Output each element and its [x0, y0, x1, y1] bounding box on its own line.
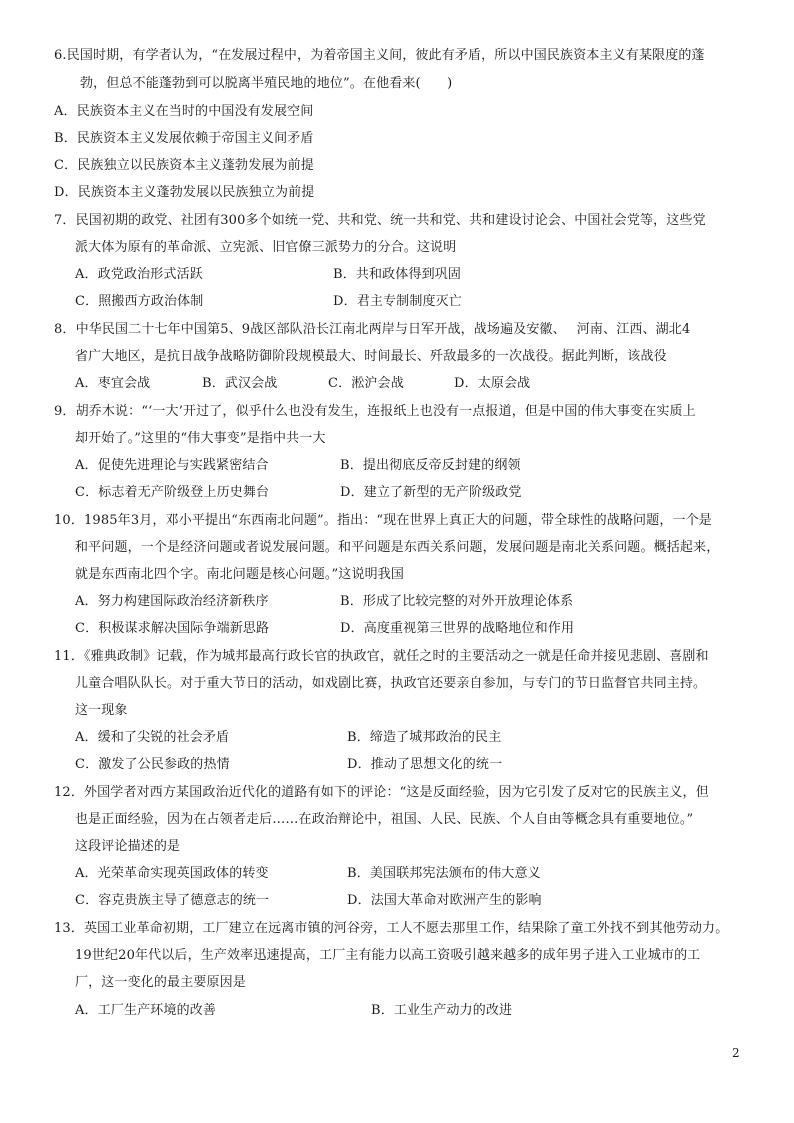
- question-10-option-c: C．积极谋求解决国际争端新思路: [75, 621, 270, 636]
- question-11-text-line-2: 儿童合唱队队长。对于重大节日的活动，如戏剧比赛，执政官还要亲自参加，与专门的节日监督官共同主持。: [75, 676, 707, 691]
- question-12-option-d: D．法国大革命对欧洲产生的影响: [347, 893, 542, 908]
- question-9-option-d: D．建立了新型的无产阶级政党: [340, 485, 522, 500]
- question-13-text-line-3: 厂，这一变化的最主要原因是: [75, 975, 246, 990]
- question-8-option-b: B．武汉会战: [202, 376, 278, 391]
- question-12-option-b: B．美国联邦宪法颁布的伟大意义: [347, 866, 541, 881]
- question-12-option-a: A．光荣革命实现英国政体的转变: [75, 866, 269, 881]
- question-7-option-c: C．照搬西方政治体制: [75, 294, 204, 309]
- question-7-option-b: B．共和政体得到巩固: [333, 267, 462, 282]
- question-10-text-line-1: 10．1985年3月，邓小平提出“东西南北问题”。指出：“现在世界上真正大的问题，带全球性的战略问题，一个是: [54, 513, 712, 528]
- question-9-text-line-2: 却开始了。”这里的“伟大事变”是指中共一大: [75, 431, 326, 446]
- question-6-option-b: B．民族资本主义发展依赖于帝国主义间矛盾: [54, 131, 314, 146]
- question-7-option-d: D．君主专制制度灭亡: [333, 294, 462, 309]
- question-6-text-line-1: 6.民国时期，有学者认为，“在发展过程中，为着帝国主义间，彼此有矛盾，所以中国民族资本主义有某限度的蓬: [54, 48, 705, 63]
- question-11-option-b: B．缔造了城邦政治的民主: [347, 730, 502, 745]
- question-9-option-b: B．提出彻底反帝反封建的纲领: [340, 458, 521, 473]
- question-11-option-a: A．缓和了尖锐的社会矛盾: [75, 730, 230, 745]
- page-number: 2: [732, 1046, 740, 1060]
- question-8-option-a: A．枣宜会战: [75, 376, 151, 391]
- question-7-text-line-2: 派大体为原有的革命派、立宪派、旧官僚三派势力的分合。这说明: [75, 240, 457, 255]
- question-9-option-a: A．促使先进理论与实践紧密结合: [75, 458, 269, 473]
- question-10-text-line-3: 就是东西南北四个字。南北问题是核心问题。”这说明我国: [75, 567, 405, 582]
- question-13-text-line-2: 19世纪20年代以后，生产效率迅速提高，工厂主有能力以高工资吸引越来越多的成年男子进入工业城市的工: [75, 948, 701, 963]
- question-8-text-line-2: 省广大地区，是抗日战争战略防御阶段规模最大、时间最长、歼敌最多的一次战役。据此判断，该战役: [75, 349, 667, 364]
- question-10-text-line-2: 和平问题，一个是经济问题或者说发展问题。和平问题是东西关系问题，发展问题是南北关系问题。概括起来，: [75, 540, 720, 555]
- question-13-option-b: B．工业生产动力的改进: [371, 1003, 513, 1018]
- question-6-option-a: A．民族资本主义在当时的中国没有发展空间: [54, 104, 314, 119]
- question-11-option-c: C．激发了公民参政的热情: [75, 757, 230, 772]
- question-8-option-d: D．太原会战: [454, 376, 531, 391]
- question-6-text-line-2: 勃，但总不能蓬勃到可以脱离半殖民地的地位”。在他看来( ): [80, 76, 453, 91]
- question-10-option-a: A．努力构建国际政治经济新秩序: [75, 594, 269, 609]
- question-7-option-a: A．政党政治形式活跃: [75, 267, 203, 282]
- question-12-text-line-3: 这段评论描述的是: [75, 839, 181, 854]
- question-13-text-line-1: 13．英国工业革命初期，工厂建立在远离市镇的河谷旁，工人不愿去那里工作，结果除了童工外找不到其他劳动力。: [54, 921, 729, 936]
- question-6-option-d: D．民族资本主义蓬勃发展以民族独立为前提: [54, 185, 315, 200]
- question-9-option-c: C．标志着无产阶级登上历史舞台: [75, 485, 270, 500]
- question-7-text-line-1: 7．民国初期的政党、社团有300多个如统一党、共和党、统一共和党、共和建设讨论会、中国社会党等，这些党: [54, 213, 706, 228]
- question-11-text-line-1: 11．《雅典政制》记载，作为城邦最高行政长官的执政官，就任之时的主要活动之一就是任命并接见悲剧、喜剧和: [54, 649, 709, 664]
- question-10-option-b: B．形成了比较完整的对外开放理论体系: [340, 594, 574, 609]
- question-13-option-a: A．工厂生产环境的改善: [75, 1003, 217, 1018]
- question-12-text-line-2: 也是正面经验，因为在占领者走后……在政治辩论中，祖国、人民、民族、个人自由等概念具有重要地位。”: [75, 812, 694, 827]
- question-8-text-line-1: 8．中华民国二十七年中国第5、9战区部队沿长江南北两岸与日军开战，战场遍及安徽、 河南、江西、湖北4: [54, 322, 691, 337]
- question-6-option-c: C．民族独立以民族资本主义蓬勃发展为前提: [54, 158, 314, 173]
- question-9-text-line-1: 9．胡乔木说：“‘一大’开过了，似乎什么也没有发生，连报纸上也没有一点报道，但是中国的伟大事变在实质上: [54, 404, 696, 419]
- question-11-text-line-3: 这一现象: [75, 703, 128, 718]
- question-8-option-c: C．淞沪会战: [328, 376, 404, 391]
- question-12-option-c: C．容克贵族主导了德意志的统一: [75, 893, 270, 908]
- question-10-option-d: D．高度重视第三世界的战略地位和作用: [340, 621, 575, 636]
- question-11-option-d: D．推动了思想文化的统一: [347, 757, 503, 772]
- question-12-text-line-1: 12．外国学者对西方某国政治近代化的道路有如下的评论：“这是反面经验，因为它引发了反对它的民族主义，但: [54, 785, 709, 800]
